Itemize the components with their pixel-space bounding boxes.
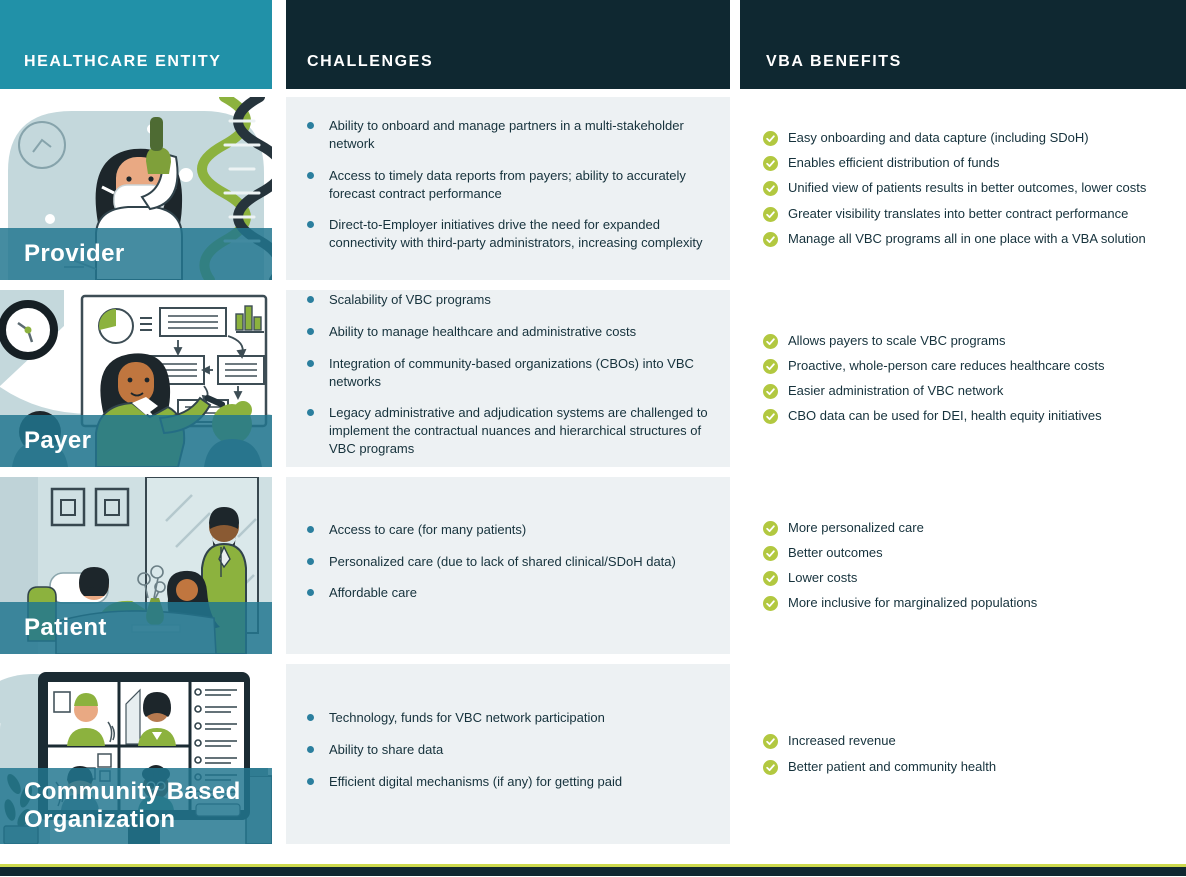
header-challenges (286, 0, 730, 89)
challenge-item (307, 773, 714, 791)
benefit-item (763, 206, 1176, 222)
benefit-item (763, 595, 1176, 611)
patient-benefits-panel (740, 477, 1186, 654)
cbo-challenges-panel (286, 664, 730, 844)
footer-gap (0, 844, 1186, 864)
check-icon (763, 571, 778, 586)
benefit-item (763, 383, 1176, 399)
benefit-item (763, 545, 1176, 561)
challenge-text: Personalized care (due to lack of shared clinical/SDoH data) (329, 553, 676, 569)
benefit-text: Better outcomes (788, 544, 883, 560)
challenge-text: Efficient digital mechanisms (if any) for getting paid (329, 773, 623, 789)
benefit-item (763, 231, 1176, 247)
patient-label-band (0, 602, 272, 654)
benefit-item (763, 180, 1176, 196)
challenge-text: Ability to onboard and manage partners in a multi-stakeholder network (329, 117, 684, 151)
header-healthcare-entity-label: HEALTHCARE ENTITY (24, 53, 222, 70)
bullet-icon (307, 589, 314, 596)
header-healthcare-entity (0, 0, 272, 89)
challenge-item (307, 709, 714, 727)
check-icon (763, 181, 778, 196)
challenge-text: Affordable care (329, 585, 417, 601)
benefit-text: Proactive, whole-person care reduces healthcare costs (788, 357, 1105, 373)
challenge-item (307, 291, 714, 309)
check-icon (763, 409, 778, 424)
benefit-item (763, 155, 1176, 171)
cbo-benefits-panel (740, 664, 1186, 844)
benefit-item (763, 358, 1176, 374)
challenge-item (307, 553, 714, 571)
benefit-text: Easier administration of VBC network (788, 383, 1004, 398)
bullet-icon (307, 558, 314, 565)
payer-benefits-list (740, 318, 1186, 440)
provider-challenges-panel (286, 97, 730, 280)
patient-illustration (0, 477, 272, 654)
check-icon (763, 232, 778, 247)
challenge-text: Direct-to-Employer initiatives drive the need for expanded connectivity with third-party administrators, increasing complexity (329, 217, 703, 251)
payer-challenges-list (286, 267, 730, 491)
benefit-item (763, 333, 1176, 349)
check-icon (763, 131, 778, 146)
table-row-patient (0, 477, 1186, 654)
provider-benefits-panel (740, 97, 1186, 280)
patient-challenges-list (286, 497, 730, 635)
bullet-icon (307, 360, 314, 367)
challenge-item (307, 167, 714, 203)
bullet-icon (307, 221, 314, 228)
benefit-item (763, 733, 1176, 749)
challenge-text: Ability to manage healthcare and administrative costs (329, 323, 637, 339)
challenge-item (307, 117, 714, 153)
benefit-text: More personalized care (788, 519, 924, 535)
challenge-text: Scalability of VBC programs (329, 291, 491, 307)
benefit-text: Manage all VBC programs all in one place with a VBA solution (788, 230, 1146, 246)
benefit-text: Unified view of patients results in better outcomes, lower costs (788, 180, 1147, 196)
provider-challenges-list (286, 93, 730, 285)
benefit-text: Enables efficient distribution of funds (788, 155, 1000, 171)
challenge-text: Access to timely data reports from payers; ability to accurately forecast contract performance (329, 167, 686, 201)
challenge-text: Integration of community-based organizations (CBOs) into VBC networks (329, 355, 694, 389)
footer-band (0, 867, 1186, 876)
bullet-icon (307, 714, 314, 721)
bullet-icon (307, 526, 314, 533)
payer-illustration (0, 290, 272, 467)
check-icon (763, 760, 778, 775)
provider-label-band (0, 228, 272, 280)
challenge-text: Access to care (for many patients) (329, 521, 527, 537)
cbo-challenges-list (286, 685, 730, 823)
bullet-icon (307, 296, 314, 303)
check-icon (763, 546, 778, 561)
benefit-text: Easy onboarding and data capture (including SDoH) (788, 129, 1089, 145)
check-icon (763, 207, 778, 222)
payer-challenges-panel (286, 290, 730, 467)
header-vba-benefits-label: VBA BENEFITS (766, 53, 902, 70)
challenge-item (307, 741, 714, 759)
patient-benefits-list (740, 505, 1186, 627)
table-header-row (0, 0, 1186, 89)
check-icon (763, 384, 778, 399)
benefit-text: Lower costs (788, 570, 858, 585)
header-challenges-label: CHALLENGES (307, 53, 434, 70)
benefit-text: Better patient and community health (788, 758, 997, 774)
bullet-icon (307, 122, 314, 129)
benefit-text: Increased revenue (788, 733, 896, 749)
benefit-item (763, 570, 1176, 586)
benefit-text: Allows payers to scale VBC programs (788, 332, 1006, 348)
entity-label-provider: Provider (24, 240, 125, 268)
patient-challenges-panel (286, 477, 730, 654)
payer-benefits-panel (740, 290, 1186, 467)
bullet-icon (307, 328, 314, 335)
bullet-icon (307, 172, 314, 179)
benefit-item (763, 520, 1176, 536)
challenge-item (307, 355, 714, 391)
challenge-text: Legacy administrative and adjudication systems are challenged to implement the contractual nuances and hierarchical structures of VBC programs (329, 405, 708, 457)
check-icon (763, 156, 778, 171)
table-row-community-based-organization (0, 664, 1186, 844)
bullet-icon (307, 778, 314, 785)
benefit-item (763, 759, 1176, 775)
benefit-text: CBO data can be used for DEI, health equity initiatives (788, 408, 1102, 424)
entity-label-cbo: Community Based Organization (24, 778, 241, 833)
provider-benefits-list (740, 115, 1186, 262)
cbo-illustration (0, 664, 272, 844)
header-vba-benefits (740, 0, 1186, 89)
challenge-item (307, 521, 714, 539)
benefit-item (763, 408, 1176, 424)
check-icon (763, 734, 778, 749)
table-row-provider (0, 97, 1186, 280)
check-icon (763, 334, 778, 349)
challenge-item (307, 404, 714, 458)
challenge-item (307, 216, 714, 252)
payer-label-band (0, 415, 272, 467)
benefit-text: More inclusive for marginalized populations (788, 595, 1038, 611)
table-row-payer (0, 290, 1186, 467)
cbo-benefits-list (740, 718, 1186, 790)
bullet-icon (307, 746, 314, 753)
benefit-item (763, 130, 1176, 146)
challenge-item (307, 323, 714, 341)
check-icon (763, 596, 778, 611)
challenge-text: Ability to share data (329, 742, 444, 758)
entity-label-payer: Payer (24, 427, 92, 455)
cbo-label-band (0, 768, 272, 844)
benefit-text: Greater visibility translates into better contract performance (788, 205, 1129, 221)
check-icon (763, 521, 778, 536)
entity-label-patient: Patient (24, 614, 107, 642)
provider-illustration (0, 97, 272, 280)
challenge-item (307, 584, 714, 602)
check-icon (763, 359, 778, 374)
challenge-text: Technology, funds for VBC network participation (329, 710, 605, 726)
bullet-icon (307, 409, 314, 416)
